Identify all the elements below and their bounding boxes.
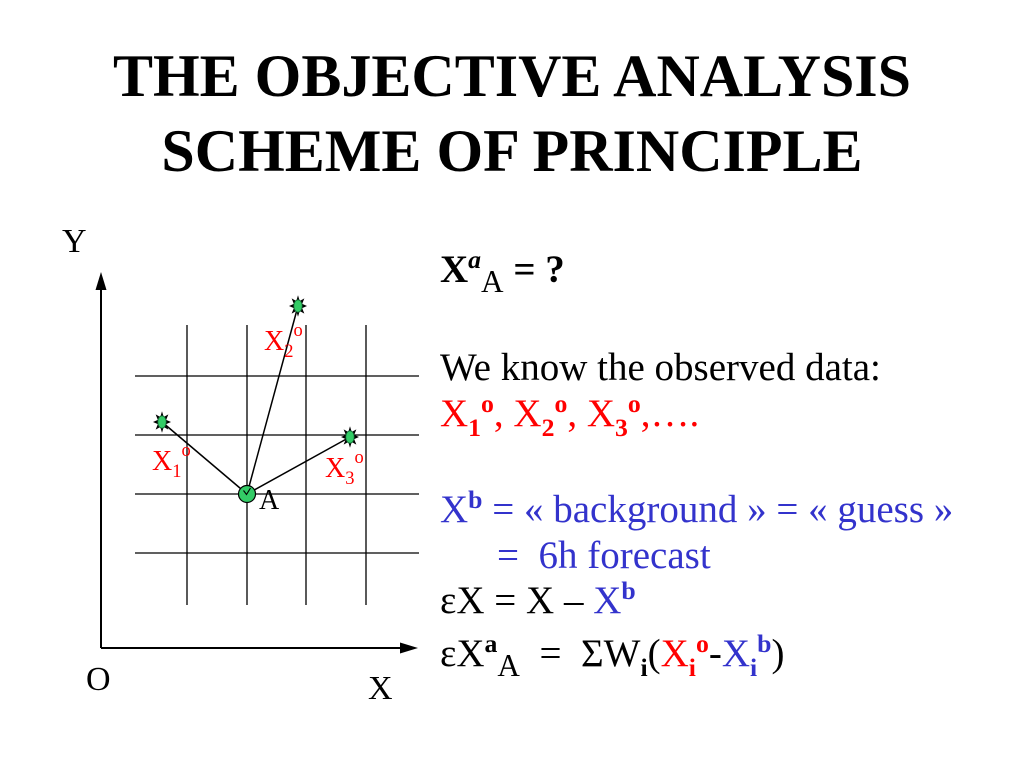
list-separator: , bbox=[493, 392, 514, 435]
observation-symbol: X bbox=[586, 392, 616, 435]
list-separator: , bbox=[567, 392, 587, 435]
origin-label: O bbox=[86, 661, 111, 698]
y-axis-arrowhead bbox=[96, 272, 107, 290]
background-symbol: X bbox=[721, 632, 750, 675]
analysis-point-subscript: A bbox=[497, 647, 520, 683]
observed-data-list bbox=[440, 388, 700, 442]
observation-symbol: X bbox=[513, 392, 542, 435]
open-paren: ( bbox=[647, 632, 661, 675]
analysis-variable: X bbox=[440, 248, 469, 291]
axes bbox=[96, 272, 419, 654]
observation-dot bbox=[294, 300, 302, 312]
observation-label-base: X bbox=[264, 326, 285, 357]
x-axis-arrowhead bbox=[400, 643, 418, 654]
title-line-1: THE OBJECTIVE ANALYSIS bbox=[112, 43, 912, 109]
observation-label-base: X bbox=[325, 453, 346, 484]
observation-label-x3 bbox=[325, 447, 364, 489]
observation-label-superscript: o bbox=[354, 447, 364, 468]
analysis-equation bbox=[440, 628, 785, 683]
forecast-definition: = 6h forecast bbox=[497, 534, 711, 577]
unknown-analysis-question bbox=[440, 244, 565, 299]
analysis-point-subscript: A bbox=[481, 263, 504, 299]
observation-dot bbox=[158, 416, 166, 428]
weight-subscript: i bbox=[640, 652, 648, 682]
observation-subscript: i bbox=[688, 652, 696, 682]
background-superscript: b bbox=[468, 484, 483, 514]
observation-marker-x3 bbox=[341, 426, 359, 448]
background-superscript: b bbox=[757, 628, 772, 658]
observation-label-superscript: o bbox=[181, 440, 191, 461]
list-separator: ,…. bbox=[640, 392, 700, 435]
analysis-point-a bbox=[239, 486, 256, 503]
observation-subscript: 1 bbox=[468, 412, 482, 442]
observation-label-base: X bbox=[152, 446, 173, 477]
observation-superscript: o bbox=[627, 388, 641, 418]
observation-symbol: X bbox=[440, 392, 469, 435]
observation-superscript: o bbox=[554, 388, 568, 418]
background-superscript: b bbox=[621, 575, 636, 605]
observation-dot bbox=[346, 431, 354, 443]
x-axis-label: X bbox=[368, 670, 393, 707]
background-symbol: X bbox=[440, 488, 469, 531]
analysis-superscript: a bbox=[484, 628, 498, 658]
close-paren: ) bbox=[771, 632, 785, 675]
observation-marker-x2 bbox=[289, 295, 307, 317]
observation-label-subscript: 1 bbox=[172, 461, 182, 482]
y-axis-label: Y bbox=[62, 223, 87, 260]
error-lhs: εX = X – bbox=[440, 579, 594, 622]
weighted-sum-symbol: = ΣW bbox=[519, 632, 641, 675]
analysis-point-label: A bbox=[259, 485, 280, 516]
background-symbol: X bbox=[593, 579, 622, 622]
observation-label-subscript: 2 bbox=[284, 341, 294, 362]
analysis-superscript: a bbox=[468, 244, 482, 274]
observation-subscript: 2 bbox=[541, 412, 555, 442]
observation-superscript: o bbox=[481, 388, 494, 418]
observation-symbol: X bbox=[660, 632, 689, 675]
minus-sign: - bbox=[708, 632, 722, 675]
background-definition bbox=[440, 484, 954, 532]
observation-subscript: 3 bbox=[615, 412, 628, 442]
question-equals-unknown: = ? bbox=[503, 248, 565, 291]
error-definition bbox=[440, 575, 636, 623]
background-subscript: i bbox=[750, 652, 758, 682]
known-data-intro: We know the observed data: bbox=[440, 346, 881, 389]
observation-marker-x1 bbox=[153, 411, 171, 433]
observation-superscript: o bbox=[695, 628, 709, 658]
analysis-increment-symbol: εX bbox=[440, 632, 485, 675]
observation-label-x1 bbox=[152, 440, 191, 482]
title-line-2: SCHEME OF PRINCIPLE bbox=[161, 118, 863, 184]
observation-label-superscript: o bbox=[293, 320, 303, 341]
observation-label-subscript: 3 bbox=[345, 468, 355, 489]
background-description: = « background » = « guess » bbox=[482, 488, 954, 531]
observation-label-x2 bbox=[264, 320, 303, 362]
